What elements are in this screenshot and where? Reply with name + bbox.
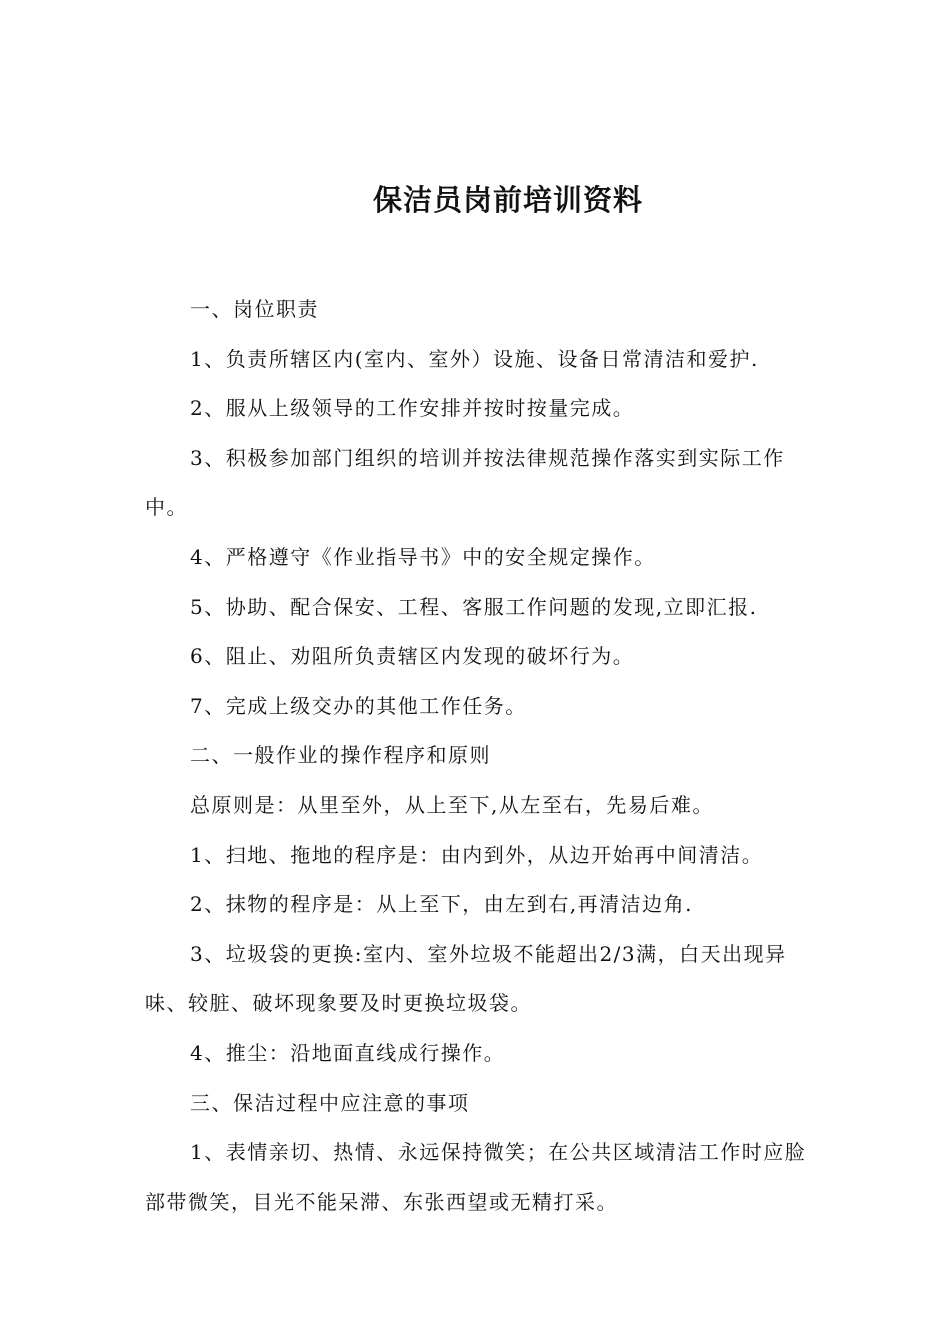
section-heading-precautions: 三、保洁过程中应注意的事项 [190, 1090, 470, 1115]
procedure-item-2: 2、抹物的程序是：从上至下，由左到右,再清洁边角. [190, 892, 693, 917]
section-heading-procedures: 二、一般作业的操作程序和原则 [190, 743, 491, 768]
procedure-item-3: 3、垃圾袋的更换:室内、室外垃圾不能超出2/3满，白天出现异味、较脏、破坏现象要及时更换垃圾袋。 [145, 941, 787, 1016]
precaution-item-1: 1、表情亲切、热情、永远保持微笑；在公共区域清洁工作时应脸部带微笑，目光不能呆滞、东张西望或无精打采。 [145, 1140, 807, 1214]
procedure-item-4: 4、推尘：沿地面直线成行操作。 [190, 1040, 506, 1065]
duty-item-5: 5、协助、配合保安、工程、客服工作问题的发现,立即汇报. [190, 594, 758, 619]
procedure-item-1: 1、扫地、拖地的程序是：由内到外，从边开始再中间清洁。 [190, 842, 764, 867]
duty-item-1: 1、负责所辖区内(室内、室外）设施、设备日常清洁和爱护. [190, 346, 759, 371]
general-principle: 总原则是：从里至外，从上至下,从左至右，先易后难。 [190, 792, 714, 817]
duty-item-2: 2、服从上级领导的工作安排并按时按量完成。 [190, 396, 635, 421]
duty-item-7: 7、完成上级交办的其他工作任务。 [190, 693, 527, 718]
section-heading-duties: 一、岗位职责 [190, 297, 319, 321]
document-body [145, 285, 810, 1227]
document-title: 保洁员岗前培训资料 [372, 183, 643, 217]
duty-item-3: 3、积极参加部门组织的培训并按法律规范操作落实到实际工作中。 [145, 445, 785, 520]
duty-item-4: 4、严格遵守《作业指导书》中的安全规定操作。 [190, 544, 656, 569]
duty-item-6: 6、阻止、劝阻所负责辖区内发现的破坏行为。 [190, 644, 635, 669]
